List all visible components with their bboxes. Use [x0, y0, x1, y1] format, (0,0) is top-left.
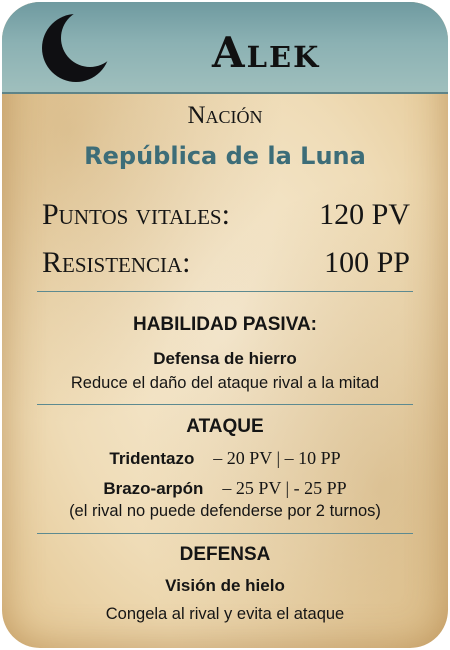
attack-move-name: Tridentazo [109, 449, 195, 468]
card-header [2, 2, 448, 94]
passive-name: Defensa de hierro [153, 349, 297, 368]
passive-description: Reduce el daño del ataque rival a la mitad [70, 374, 380, 392]
defense-description: Congela al rival y evita el ataque [105, 605, 345, 623]
divider [37, 291, 413, 292]
attack-move [2, 478, 448, 499]
character-card [2, 2, 448, 648]
divider [37, 404, 413, 405]
attack-move-cost: – 25 PV | - 25 PP [222, 478, 347, 498]
nation-name: República de la Luna [84, 142, 366, 170]
hp-value: 120 PV [319, 198, 410, 231]
passive-title: HABILIDAD PASIVA: [132, 314, 318, 335]
resistance-value: 100 PP [324, 246, 410, 279]
hp-label: Puntos vitales: [42, 198, 230, 231]
attack-move-name: Brazo-arpón [103, 479, 204, 498]
nation-label: Nación [187, 102, 263, 129]
attack-move-cost: – 20 PV | – 10 PP [213, 448, 341, 468]
attack-move [2, 448, 448, 469]
attack-title: ATAQUE [186, 416, 264, 437]
defense-title: DEFENSA [179, 544, 271, 565]
attack-note: (el rival no puede defenderse por 2 turnos) [69, 502, 381, 520]
defense-name: Visión de hielo [165, 576, 285, 595]
resistance-label: Resistencia: [42, 246, 191, 279]
divider [37, 533, 413, 534]
card-title: Alek [212, 28, 321, 77]
crescent-moon-icon [40, 12, 112, 84]
